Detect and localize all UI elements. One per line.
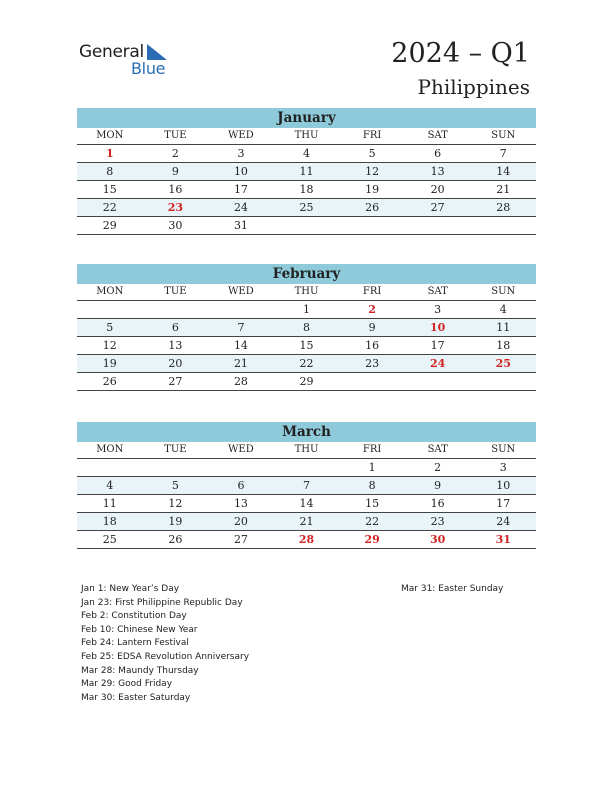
date-cell: 1	[303, 303, 311, 316]
date-cell: 11	[496, 321, 511, 334]
holiday-date-cell: 10	[430, 321, 446, 334]
weekday-label: WED	[228, 130, 254, 141]
country-name: Philippines	[417, 75, 530, 99]
weekday-label: TUE	[164, 130, 187, 141]
holiday-list	[81, 583, 249, 705]
date-cell: 25	[299, 201, 314, 214]
date-cell: 2	[434, 461, 442, 474]
date-cell: 4	[499, 303, 507, 316]
holiday-date-cell: 31	[495, 533, 511, 546]
weekday-label: THU	[294, 444, 319, 455]
date-cell: 23	[365, 357, 380, 370]
date-cell	[77, 301, 143, 318]
date-cell: 24	[496, 515, 511, 528]
holiday-date-cell: 29	[364, 533, 380, 546]
holiday-date-cell: 23	[167, 201, 184, 214]
weekday-label: WED	[228, 286, 254, 297]
date-cell	[208, 301, 274, 318]
date-cell: 17	[233, 183, 248, 196]
date-cell: 20	[168, 357, 183, 370]
weekday-label: SUN	[491, 444, 516, 455]
weekday-header-row	[77, 284, 536, 301]
date-cell: 7	[237, 321, 245, 334]
weekday-header-row	[77, 442, 536, 459]
date-cell: 5	[171, 479, 179, 492]
date-cell: 22	[365, 515, 380, 528]
date-cell: 6	[237, 479, 245, 492]
date-cell: 3	[499, 461, 507, 474]
date-cell: 23	[430, 515, 445, 528]
weekday-label: MON	[96, 444, 124, 455]
date-cell: 13	[233, 497, 248, 510]
holiday-date-cell: 2	[368, 303, 376, 316]
date-cell	[339, 217, 405, 234]
week-row	[77, 355, 536, 373]
week-row	[77, 217, 536, 235]
date-cell: 9	[434, 479, 442, 492]
holiday-date-cell: 28	[298, 533, 315, 546]
weekday-label: SUN	[491, 130, 516, 141]
weekday-header-row	[77, 128, 536, 145]
holiday-note: Feb 2: Constitution Day	[81, 611, 187, 622]
week-row	[77, 459, 536, 477]
date-cell	[470, 217, 536, 234]
date-cell: 3	[434, 303, 442, 316]
date-cell: 9	[368, 321, 376, 334]
date-cell: 16	[168, 183, 183, 196]
date-cell: 8	[303, 321, 311, 334]
date-cell: 18	[496, 339, 511, 352]
date-cell: 1	[368, 461, 376, 474]
month-header: February	[77, 264, 536, 284]
date-cell: 13	[430, 165, 445, 178]
holiday-note: Feb 10: Chinese New Year	[81, 624, 198, 635]
week-row	[77, 531, 536, 549]
date-cell: 24	[233, 201, 248, 214]
holiday-note: Feb 25: EDSA Revolution Anniversary	[81, 651, 250, 662]
weekday-label: TUE	[164, 286, 187, 297]
brand-blue: Blue	[131, 59, 166, 78]
date-cell: 28	[233, 375, 248, 388]
holiday-date-cell: 1	[105, 147, 114, 160]
holiday-list-right	[401, 583, 503, 597]
date-cell: 13	[168, 339, 183, 352]
week-row	[77, 301, 536, 319]
date-cell: 12	[365, 165, 380, 178]
date-cell: 25	[102, 533, 117, 546]
date-cell: 19	[365, 183, 380, 196]
date-cell: 6	[171, 321, 179, 334]
date-cell	[405, 373, 471, 390]
weekday-label: FRI	[362, 286, 382, 297]
date-cell	[274, 459, 340, 476]
date-cell: 4	[106, 479, 114, 492]
week-row	[77, 373, 536, 391]
date-cell: 19	[102, 357, 117, 370]
week-row	[77, 181, 536, 199]
date-cell: 18	[102, 515, 117, 528]
date-cell: 8	[368, 479, 376, 492]
weekday-label: MON	[96, 286, 124, 297]
date-cell: 3	[237, 147, 245, 160]
date-cell: 2	[171, 147, 179, 160]
month-january	[77, 108, 536, 235]
date-cell: 26	[168, 533, 183, 546]
week-row	[77, 145, 536, 163]
brand-general: General	[79, 42, 144, 62]
holiday-note: Mar 28: Maundy Thursday	[81, 665, 199, 676]
month-march	[77, 422, 536, 549]
date-cell: 29	[102, 219, 117, 232]
date-cell: 12	[102, 339, 117, 352]
week-row	[77, 495, 536, 513]
holiday-note: Jan 1: New Year’s Day	[81, 584, 180, 594]
weekday-label: THU	[294, 130, 319, 141]
date-cell	[274, 217, 340, 234]
weekday-label: TUE	[164, 444, 187, 455]
holiday-note: Mar 31: Easter Sunday	[401, 584, 504, 594]
date-cell: 22	[102, 201, 117, 214]
date-cell: 12	[168, 497, 183, 510]
date-cell: 7	[303, 479, 311, 492]
date-cell: 21	[299, 515, 314, 528]
date-cell: 10	[496, 479, 511, 492]
week-row	[77, 477, 536, 495]
week-row	[77, 513, 536, 531]
date-cell: 26	[102, 375, 117, 388]
date-cell: 18	[299, 183, 314, 196]
page-title: 2024 – Q1	[391, 38, 530, 69]
holiday-date-cell: 25	[495, 357, 511, 370]
date-cell: 27	[430, 201, 445, 214]
week-row	[77, 337, 536, 355]
date-cell	[405, 217, 471, 234]
holiday-date-cell: 30	[430, 533, 446, 546]
date-cell: 16	[430, 497, 445, 510]
holiday-note: Mar 30: Easter Saturday	[81, 692, 191, 703]
date-cell: 7	[499, 147, 507, 160]
date-cell: 28	[496, 201, 511, 214]
date-cell: 15	[102, 183, 117, 196]
date-cell: 6	[434, 147, 442, 160]
date-cell	[470, 373, 536, 390]
week-row	[77, 163, 536, 181]
date-cell: 17	[430, 339, 445, 352]
date-cell: 5	[368, 147, 376, 160]
date-cell: 10	[233, 165, 248, 178]
brand-logo	[79, 40, 189, 80]
date-cell: 30	[168, 219, 183, 232]
date-cell	[143, 459, 209, 476]
date-cell: 31	[233, 219, 248, 232]
date-cell: 26	[365, 201, 380, 214]
date-cell: 4	[303, 147, 311, 160]
date-cell: 20	[233, 515, 248, 528]
holiday-date-cell: 24	[430, 357, 446, 370]
month-header: January	[77, 108, 536, 128]
date-cell: 22	[299, 357, 314, 370]
date-cell: 8	[106, 165, 114, 178]
week-row	[77, 199, 536, 217]
date-cell: 5	[106, 321, 114, 334]
weekday-label: THU	[294, 286, 319, 297]
date-cell: 11	[102, 497, 117, 510]
date-cell: 14	[496, 165, 511, 178]
weekday-label: FRI	[362, 444, 382, 455]
weekday-label: SAT	[427, 286, 448, 297]
weekday-label: WED	[228, 444, 254, 455]
date-cell: 16	[365, 339, 380, 352]
holiday-note: Feb 24: Lantern Festival	[81, 638, 189, 649]
date-cell: 19	[168, 515, 183, 528]
date-cell: 15	[299, 339, 314, 352]
date-cell: 9	[171, 165, 179, 178]
date-cell: 27	[233, 533, 248, 546]
date-cell: 21	[496, 183, 511, 196]
date-cell: 29	[299, 375, 314, 388]
date-cell: 20	[430, 183, 445, 196]
date-cell: 27	[168, 375, 183, 388]
date-cell: 11	[299, 165, 314, 178]
date-cell: 15	[365, 497, 380, 510]
weekday-label: FRI	[362, 130, 382, 141]
weekday-label: SAT	[427, 444, 448, 455]
date-cell	[339, 373, 405, 390]
holiday-note: Mar 29: Good Friday	[81, 679, 173, 690]
weekday-label: SUN	[491, 286, 516, 297]
holiday-note: Jan 23: First Philippine Republic Day	[81, 597, 243, 608]
logo-triangle-icon	[147, 44, 169, 60]
date-cell: 17	[496, 497, 511, 510]
date-cell	[77, 459, 143, 476]
date-cell: 14	[233, 339, 248, 352]
month-header: March	[77, 422, 536, 442]
date-cell: 14	[299, 497, 314, 510]
week-row	[77, 319, 536, 337]
date-cell	[208, 459, 274, 476]
weekday-label: MON	[96, 130, 124, 141]
weekday-label: SAT	[427, 130, 448, 141]
date-cell: 21	[233, 357, 248, 370]
date-cell	[143, 301, 209, 318]
month-february	[77, 264, 536, 391]
